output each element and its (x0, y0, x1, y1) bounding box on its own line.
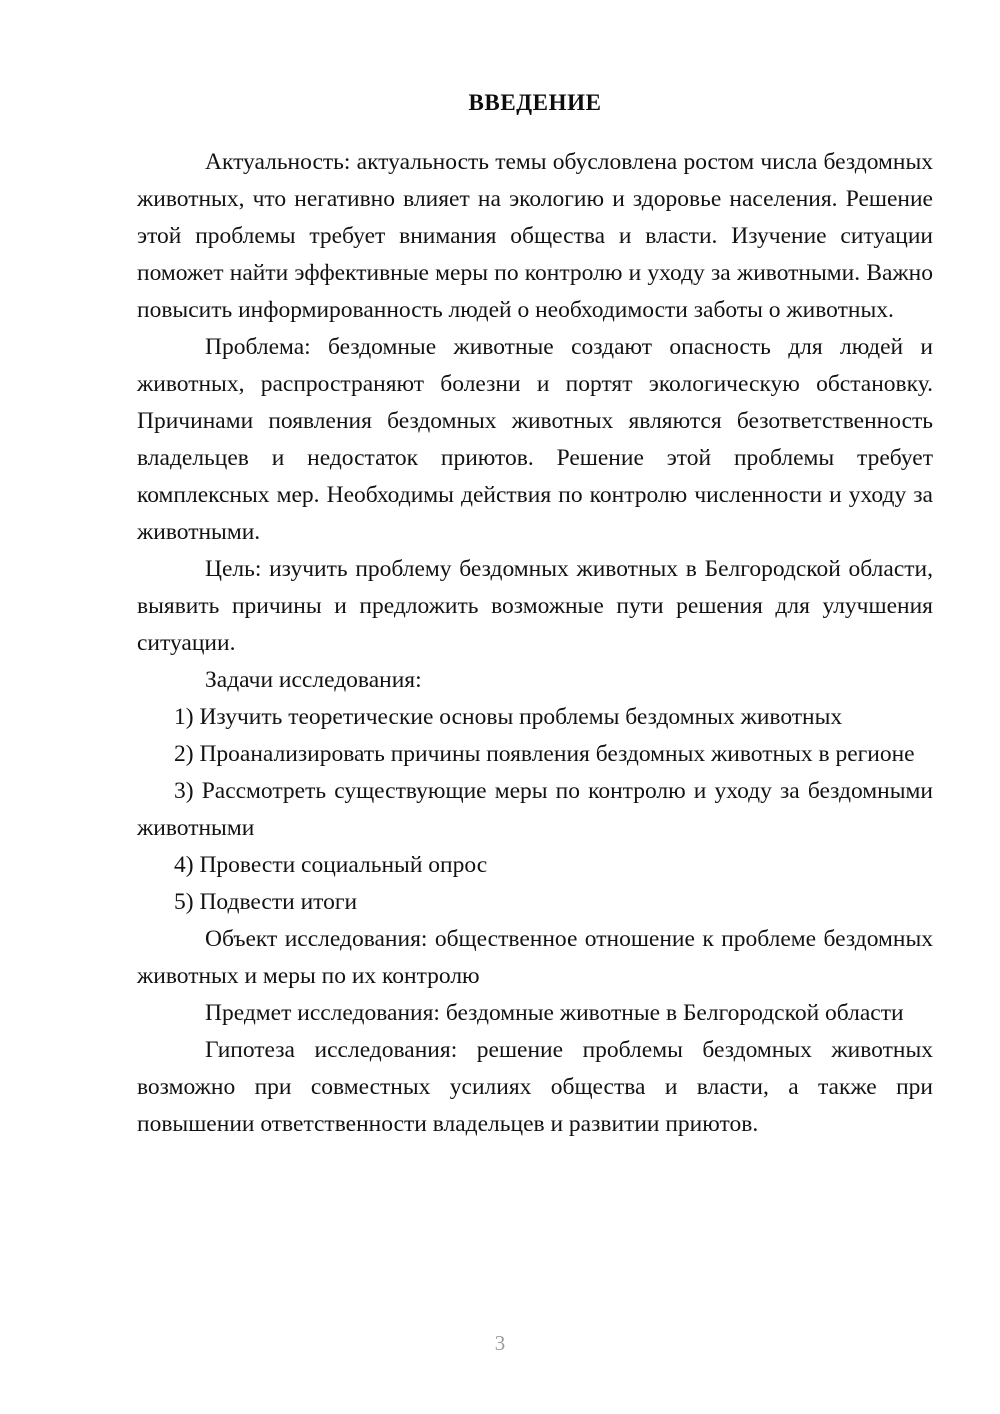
page-title: ВВЕДЕНИЕ (468, 90, 602, 115)
paragraph-subject: Предмет исследования: бездомные животные в Белгородской области (205, 1000, 904, 1026)
list-item: 1) Изучить теоретические основы проблемы бездомных животных (174, 704, 843, 730)
page-content (137, 88, 933, 1143)
paragraph-object: Объект исследования: общественное отношение к проблеме бездомных животных и меры по их контролю (137, 926, 933, 989)
page-number: 3 (494, 1331, 506, 1355)
list-item: 2) Проанализировать причины появления бездомных животных в регионе (174, 741, 915, 767)
paragraph-goal: Цель: изучить проблему бездомных животных в Белгородской области, выявить причины и предложить возможные пути решения для улучшения ситуации. (137, 556, 933, 656)
paragraph-hypothesis: Гипотеза исследования: решение проблемы бездомных животных возможно при совместных усилиях общества и власти, а также при повышении ответственности владельцев и развитии приютов. (137, 1037, 933, 1137)
tasks-heading: Задачи исследования: (205, 667, 422, 693)
paragraph-problem: Проблема: бездомные животные создают опасность для людей и животных, распространяют болезни и портят экологическую обстановку. Причинами появления бездомных животных являются безответственность владельцев и недостаток приютов. Решение этой проблемы требует комплексных мер. Необходимы действия по контролю численности и уходу за животными. (137, 334, 933, 545)
list-item: 4) Провести социальный опрос (174, 852, 488, 878)
list-item: 5) Подвести итоги (174, 889, 358, 915)
paragraph-relevance: Актуальность: актуальность темы обусловлена ростом числа бездомных животных, что негативно влияет на экологию и здоровье населения. Решение этой проблемы требует внимания общества и власти. Изучение ситуации поможет найти эффективные меры по контролю и уходу за животными. Важно повысить информированность людей о необходимости заботы о животных. (137, 149, 933, 323)
list-item: 3) Рассмотреть существующие меры по контролю и уходу за бездомными животными (137, 778, 933, 841)
